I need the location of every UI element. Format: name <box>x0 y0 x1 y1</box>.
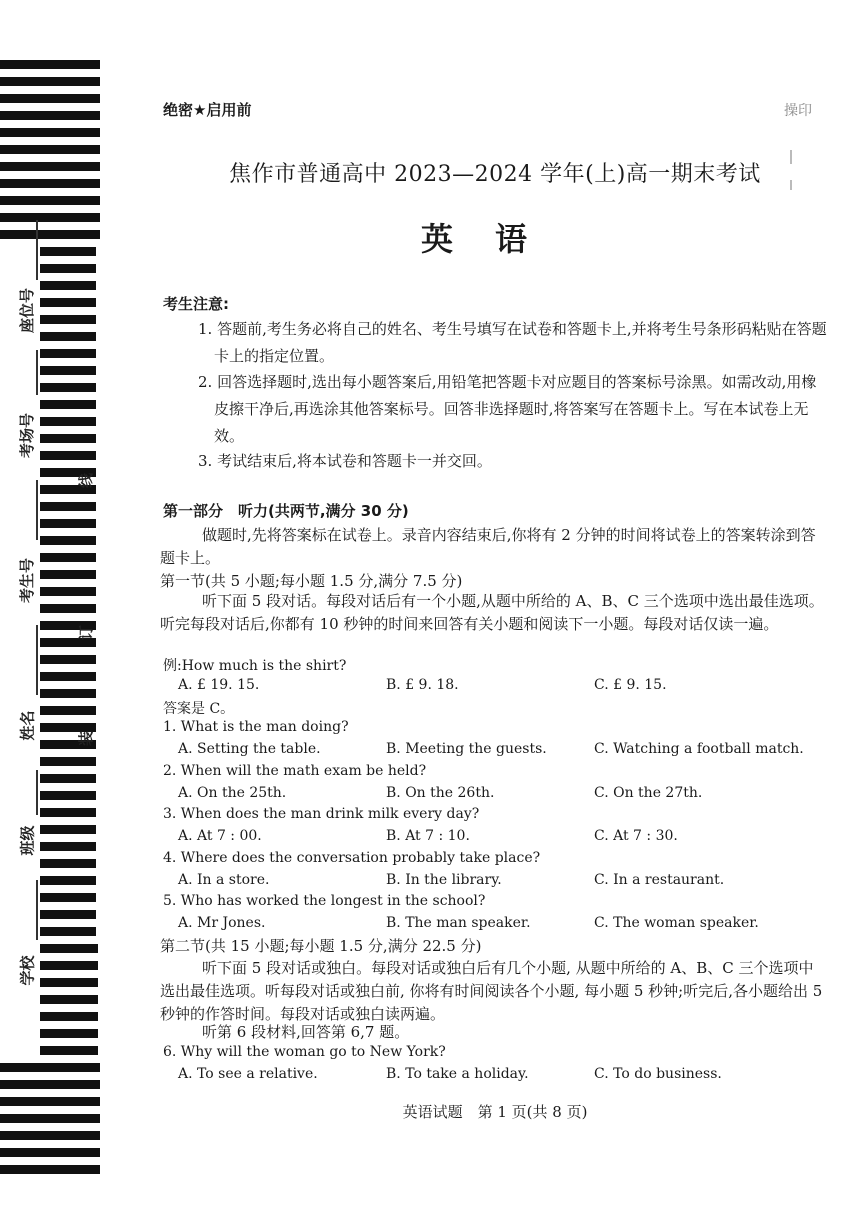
binding-stripe <box>40 655 96 664</box>
binding-stripe <box>40 689 96 698</box>
q6-option-c: C. To do business. <box>594 1066 722 1082</box>
binding-stripe <box>40 434 96 443</box>
q3-option-a: A. At 7 : 00. <box>178 828 262 844</box>
binding-stripe <box>40 927 96 936</box>
binding-stripe <box>40 961 98 970</box>
q6-option-b: B. To take a holiday. <box>386 1066 529 1082</box>
binding-stripe <box>40 1012 98 1021</box>
binding-stripe <box>40 706 96 715</box>
notice-item-3: 3. 考试结束后,将本试卷和答题卡一并交回。 <box>198 452 492 470</box>
q2-option-b: B. On the 26th. <box>386 785 495 801</box>
binding-stripe <box>40 536 96 545</box>
example-option-b: B. £ 9. 18. <box>386 677 459 693</box>
cut-mark-bind: 装 <box>77 730 96 747</box>
binding-stripe <box>40 995 98 1004</box>
q4-option-c: C. In a restaurant. <box>594 872 725 888</box>
binding-stripe <box>40 808 96 817</box>
cut-mark-line: 线 <box>77 472 96 489</box>
material-6-instruction: 听第 6 段材料,回答第 6,7 题。 <box>202 1023 410 1041</box>
section1-heading: 第一节(共 5 小题;每小题 1.5 分,满分 7.5 分) <box>160 572 463 590</box>
binding-stripe <box>40 604 96 613</box>
question-3: 3. When does the man drink milk every day? <box>163 806 480 822</box>
binding-stripe <box>40 553 96 562</box>
q2-option-c: C. On the 27th. <box>594 785 703 801</box>
binding-stripe <box>40 893 96 902</box>
part1-heading: 第一部分 听力(共两节,满分 30 分) <box>163 502 409 520</box>
binding-stripe <box>40 978 98 987</box>
class-label: 班级 <box>18 825 37 856</box>
binding-stripe <box>0 196 100 205</box>
question-5: 5. Who has worked the longest in the school? <box>163 893 486 909</box>
binding-stripe <box>0 1080 100 1089</box>
cut-mark-staple: 订 <box>77 624 96 641</box>
binding-stripe <box>40 281 96 290</box>
binding-stripe <box>40 842 96 851</box>
student-id-label: 考生号 <box>18 557 37 604</box>
binding-stripe <box>40 519 96 528</box>
binding-stripe <box>40 349 96 358</box>
page-footer: 英语试题 第 1 页(共 8 页) <box>402 1103 588 1121</box>
binding-stripe <box>0 1148 100 1157</box>
exam-room-line <box>36 350 38 395</box>
seat-number-label: 座位号 <box>18 287 37 334</box>
q1-option-a: A. Setting the table. <box>178 741 321 757</box>
q3-option-b: B. At 7 : 10. <box>386 828 470 844</box>
binding-stripe <box>40 774 96 783</box>
binding-stripe <box>40 451 96 460</box>
confidential-mark: 绝密★启用前 <box>163 101 252 119</box>
school-label: 学校 <box>18 955 37 986</box>
q6-option-a: A. To see a relative. <box>178 1066 318 1082</box>
student-id-line <box>36 480 38 540</box>
class-line <box>36 770 38 815</box>
binding-stripe <box>0 1063 100 1072</box>
example-option-a: A. £ 19. 15. <box>178 677 260 693</box>
binding-stripe <box>40 315 96 324</box>
question-1: 1. What is the man doing? <box>163 719 349 735</box>
q5-option-b: B. The man speaker. <box>386 915 531 931</box>
binding-stripe <box>40 757 96 766</box>
binding-stripe <box>40 298 96 307</box>
section2-instructions: 听下面 5 段对话或独白。每段对话或独白后有几个小题, 从题中所给的 A、B、C 三个选项中选出最佳选项。听每段对话或独白前, 你将有时间阅读各个小题, 每小题 5 秒钟;听完后,各小题给出 5 秒钟的作答时间。每段对话或独白读两遍。 <box>160 959 823 1023</box>
example-answer: 答案是 C。 <box>163 701 235 717</box>
q5-option-c: C. The woman speaker. <box>594 915 759 931</box>
binding-stripe <box>0 77 100 86</box>
q1-option-c: C. Watching a football match. <box>594 741 804 757</box>
subject-title: 英语 <box>420 220 569 258</box>
notice-item <box>198 448 828 475</box>
corner-mark: 操印 <box>784 103 812 119</box>
notice-title: 考生注意: <box>163 295 229 313</box>
binding-stripe <box>40 587 96 596</box>
exam-room-label: 考场号 <box>18 412 37 459</box>
binding-stripe <box>40 264 96 273</box>
section1-instructions: 听下面 5 段对话。每段对话后有一个小题,从题中所给的 A、B、C 三个选项中选出最佳选项。听完每段对话后,你都有 10 秒钟的时间来回答有关小题和阅读下一小题。每段对话仅读一遍。 <box>160 592 824 633</box>
q4-option-a: A. In a store. <box>178 872 270 888</box>
binding-stripe <box>40 672 96 681</box>
question-4: 4. Where does the conversation probably take place? <box>163 850 541 866</box>
binding-stripe <box>40 502 96 511</box>
binding-stripe <box>40 910 96 919</box>
binding-stripe <box>40 332 96 341</box>
notice-item-2: 2. 回答选择题时,选出每小题答案后,用铅笔把答题卡对应题目的答案标号涂黑。如需改动,用橡皮擦干净后,再选涂其他答案标号。回答非选择题时,将答案写在答题卡上。写在本试卷上无效。 <box>198 373 817 445</box>
notice-item <box>198 316 828 370</box>
example-question: 例:How much is the shirt? <box>163 658 347 674</box>
binding-stripe <box>40 570 96 579</box>
name-line <box>36 625 38 695</box>
q1-option-b: B. Meeting the guests. <box>386 741 547 757</box>
q2-option-a: A. On the 25th. <box>178 785 287 801</box>
q3-option-c: C. At 7 : 30. <box>594 828 678 844</box>
binding-stripe <box>0 60 100 69</box>
binding-stripe <box>40 825 96 834</box>
binding-stripe <box>0 111 100 120</box>
name-label: 姓名 <box>18 710 37 741</box>
binding-stripe <box>40 1046 98 1055</box>
binding-stripe <box>0 94 100 103</box>
binding-stripe <box>40 417 96 426</box>
binding-stripe <box>40 859 96 868</box>
q5-option-a: A. Mr Jones. <box>178 915 266 931</box>
binding-stripe <box>0 1131 100 1140</box>
section2-heading: 第二节(共 15 小题;每小题 1.5 分,满分 22.5 分) <box>160 937 482 955</box>
exam-title: 焦作市普通高中 2023—2024 学年(上)高一期末考试 <box>229 162 761 187</box>
binding-stripe <box>0 1165 100 1174</box>
example-option-c: C. £ 9. 15. <box>594 677 667 693</box>
notice-item <box>198 369 828 450</box>
binding-stripe <box>40 1029 98 1038</box>
binding-stripe <box>40 366 96 375</box>
binding-stripe <box>40 791 96 800</box>
binding-stripe <box>0 128 100 137</box>
binding-stripe <box>40 944 98 953</box>
notice-item-1: 1. 答题前,考生务必将自己的姓名、考生号填写在试卷和答题卡上,并将考生号条形码粘贴在答题卡上的指定位置。 <box>198 320 827 365</box>
school-line <box>36 880 38 940</box>
q4-option-b: B. In the library. <box>386 872 502 888</box>
question-6: 6. Why will the woman go to New York? <box>163 1044 446 1060</box>
question-2: 2. When will the math exam be held? <box>163 763 427 779</box>
part1-intro: 做题时,先将答案标在试卷上。录音内容结束后,你将有 2 分钟的时间将试卷上的答案转涂到答题卡上。 <box>160 526 816 567</box>
binding-stripe <box>40 383 96 392</box>
binding-stripe <box>0 145 100 154</box>
binding-stripe <box>40 400 96 409</box>
binding-stripe <box>40 876 96 885</box>
